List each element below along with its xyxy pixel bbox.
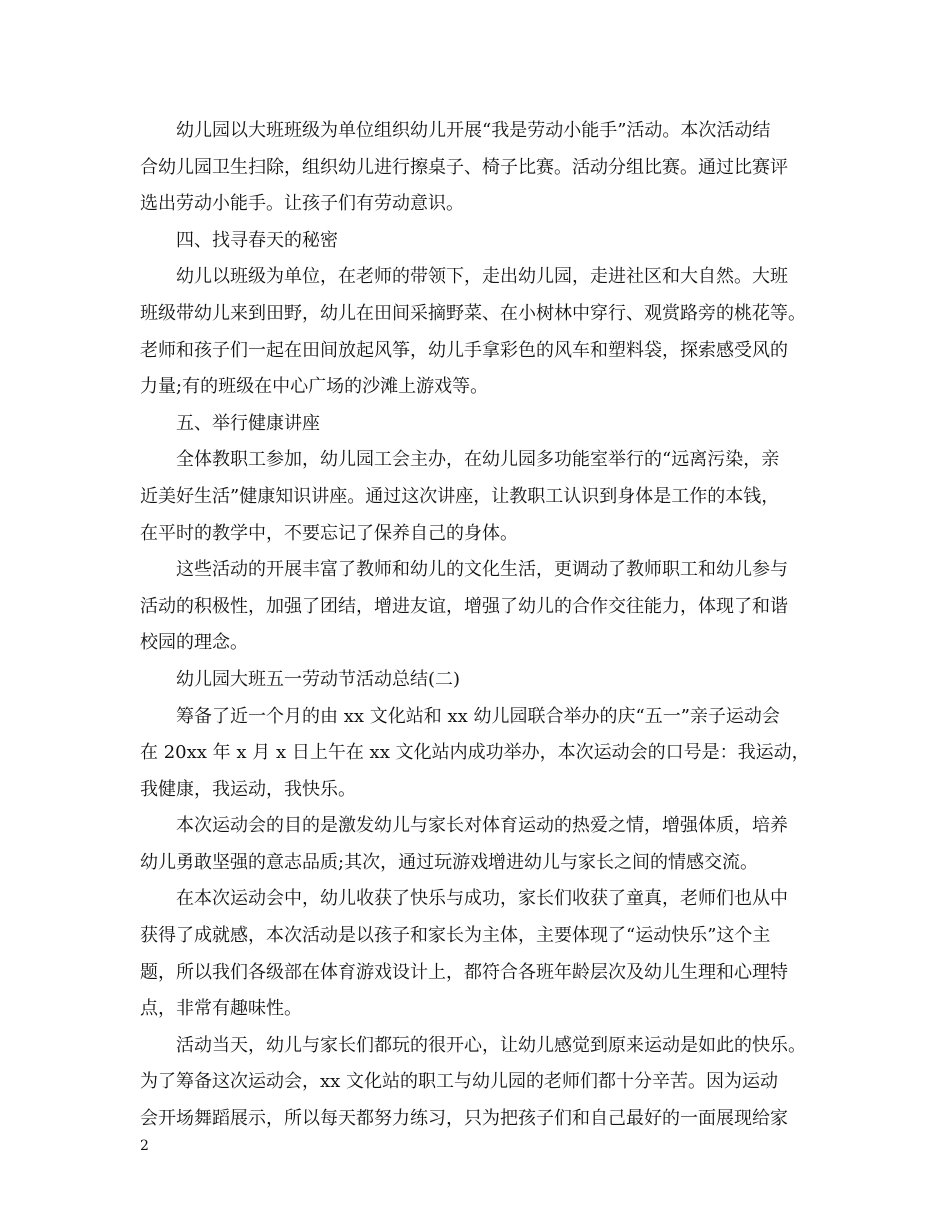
paragraph-line: 这些活动的开展丰富了教师和幼儿的文化生活，更调动了教师职工和幼儿参与 <box>176 559 788 581</box>
paragraph-line: 本次运动会的目的是激发幼儿与家长对体育运动的热爱之情，增强体质，培养 <box>176 815 788 837</box>
paragraph-line: 点，非常有趣味性。 <box>140 998 302 1020</box>
section-heading: 五、举行健康讲座 <box>176 412 320 434</box>
paragraph-line: 我健康，我运动，我快乐。 <box>140 778 356 800</box>
paragraph-line: 近美好生活”健康知识讲座。通过这次讲座，让教职工认识到身体是工作的本钱， <box>140 485 780 507</box>
paragraph-line: 活动当天，幼儿与家长们都玩的很开心，让幼儿感觉到原来运动是如此的快乐。 <box>176 1034 806 1056</box>
paragraph-line: 在平时的教学中，不要忘记了保养自己的身体。 <box>140 522 518 544</box>
paragraph-line: 校园的理念。 <box>140 632 248 654</box>
paragraph-line: 班级带幼儿来到田野，幼儿在田间采摘野菜、在小树林中穿行、观赏路旁的桃花等。 <box>140 302 806 324</box>
paragraph-line: 筹备了近一个月的由 xx 文化站和 xx 幼儿园联合举办的庆“五一”亲子运动会 <box>176 705 780 727</box>
paragraph-line: 合幼儿园卫生扫除，组织幼儿进行擦桌子、椅子比赛。活动分组比赛。通过比赛评 <box>140 156 788 178</box>
paragraph-line: 力量;有的班级在中心广场的沙滩上游戏等。 <box>140 376 489 398</box>
document-body <box>140 113 830 1138</box>
paragraph-line: 活动的积极性，加强了团结，增进友谊，增强了幼儿的合作交往能力，体现了和谐 <box>140 595 788 617</box>
paragraph-line: 题，所以我们各级部在体育游戏设计上，都符合各班年龄层次及幼儿生理和心理特 <box>140 961 788 983</box>
paragraph-line: 幼儿勇敢坚强的意志品质;其次，通过玩游戏增进幼儿与家长之间的情感交流。 <box>140 851 759 873</box>
paragraph-line: 会开场舞蹈展示，所以每天都努力练习，只为把孩子们和自己最好的一面展现给家 <box>140 1108 788 1130</box>
paragraph-line: 获得了成就感，本次活动是以孩子和家长为主体，主要体现了“运动快乐”这个主 <box>140 925 771 947</box>
section-title: 幼儿园大班五一劳动节活动总结(二) <box>176 668 461 690</box>
paragraph-line: 在 20xx 年 x 月 x 日上午在 xx 文化站内成功举办，本次运动会的口号是：我运动， <box>140 742 810 764</box>
paragraph-line: 老师和孩子们一起在田间放起风筝，幼儿手拿彩色的风车和塑料袋，探索感受风的 <box>140 339 788 361</box>
paragraph-line: 全体教职工参加，幼儿园工会主办，在幼儿园多功能室举行的“远离污染，亲 <box>176 449 780 471</box>
paragraph-line: 幼儿园以大班班级为单位组织幼儿开展“我是劳动小能手”活动。本次活动结 <box>176 120 771 141</box>
paragraph-line: 为了筹备这次运动会，xx 文化站的职工与幼儿园的老师们都十分辛苦。因为运动 <box>140 1071 779 1093</box>
paragraph-line: 幼儿以班级为单位，在老师的带领下，走出幼儿园，走进社区和大自然。大班 <box>176 266 788 288</box>
page-number: 2 <box>140 1138 149 1154</box>
section-heading: 四、找寻春天的秘密 <box>176 229 338 251</box>
paragraph-line: 选出劳动小能手。让孩子们有劳动意识。 <box>140 193 464 215</box>
paragraph-line: 在本次运动会中，幼儿收获了快乐与成功，家长们收获了童真，老师们也从中 <box>176 888 788 910</box>
